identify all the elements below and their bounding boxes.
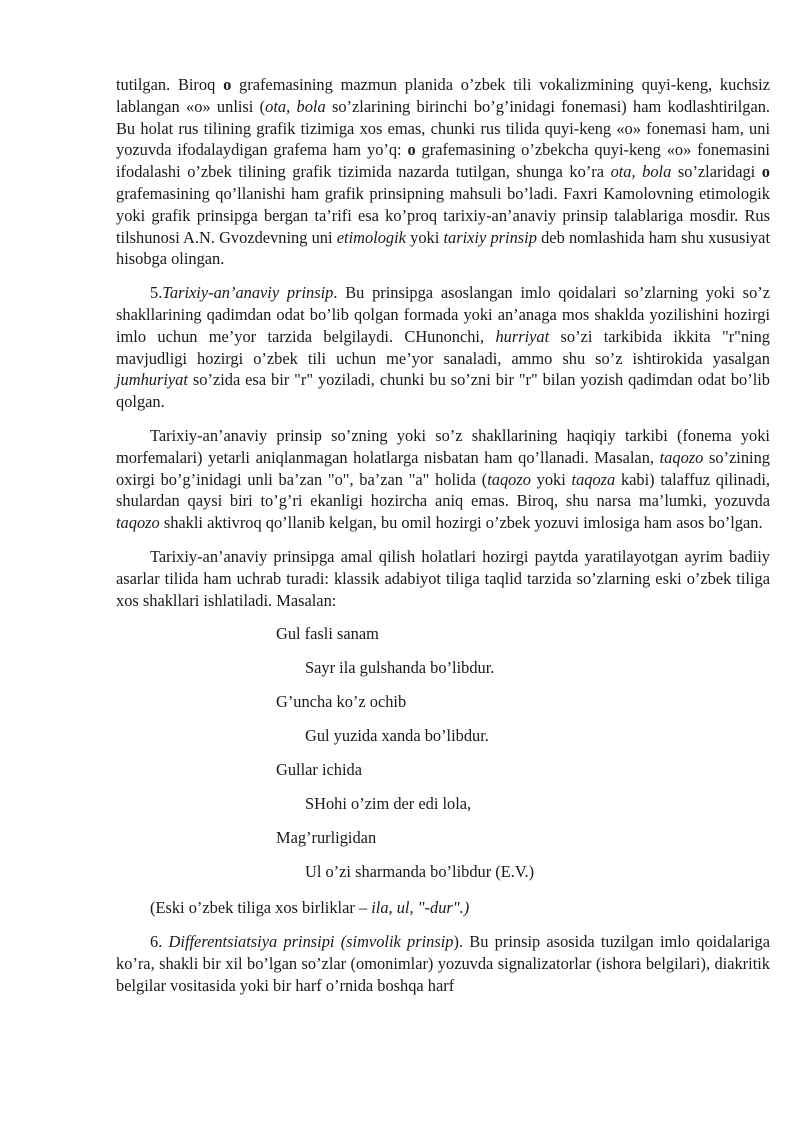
poem-line: G’uncha ko’z ochib: [276, 692, 407, 712]
paragraph-differentsiatsiya: 6. Differentsiatsiya prinsipi (simvolik prinsip). Bu prinsip asosida tuzilgan imlo qoidalariga ko’ra, shakli bir xil bo’lgan so’zlar (omonimlar) yozuvda signalizatorlar (ishora belgilari), diakritik belgilar vositasida yoki bir harf o’rnida boshqa harf: [116, 932, 771, 995]
paragraph-taqozo-example: Tarixiy-an’anaviy prinsip so’zning yoki so’z shakllarining haqiqiy tarkibi (fonema yoki morfemalari) yetarli aniqlanmagan holatlarga nisbatan ham qo’llanadi. Masalan, taqozo so’zining oxirgi bo’g’inidagi unli ba’zan "o", ba’zan "a" holida (taqozo yoki taqoza kabi) talaffuz qilinadi, shulardan qaysi biri to’g’ri ekanligi hozircha aniq emas. Biroq, shu narsa ma’lumki, yozuvda taqozo shakli aktivroq qo’llanib kelgan, bu omil hozirgi o’zbek yozuvi imlosiga ham asos bo’lgan.: [116, 425, 770, 533]
document-page: [116, 74, 770, 997]
note-eski-birliklar: (Eski o’zbek tiliga xos birliklar – ila, ul, "-dur".): [150, 898, 470, 918]
poem-line: Mag’rurligidan: [276, 828, 377, 848]
poem-line: Gul fasli sanam: [276, 624, 379, 644]
poem-line: Gullar ichida: [276, 760, 363, 780]
poem-line: Ul o’zi sharmanda bo’libdur (E.V.): [305, 862, 535, 882]
poem-line: Sayr ila gulshanda bo’libdur.: [305, 658, 495, 678]
poem-line: Gul yuzida xanda bo’libdur.: [305, 726, 489, 746]
paragraph-tarixiy-prinsip: 5.Tarixiy-an’anaviy prinsip. Bu prinsipga asoslangan imlo qoidalari so’zlarning yoki so’z shakllarining qadimdan odat bo’lib qolgan formada yoki an’anaga mos shaklda yozilishini hozirgi imlo uchun me’yor tarzida belgilaydi. CHunonchi, hurriyat so’zi tarkibida ikkita "r"ning mavjudligi hozirgi o’zbek tili uchun me’yor sanaladi, ammo shu so’z ishtirokida yasalgan jumhuriyat so’zida esa bir "r" yoziladi, chunki bu so’zni bir "r" bilan yozish qadimdan odat bo’lib qolgan.: [116, 283, 770, 412]
poem-line: SHohi o’zim der edi lola,: [305, 794, 472, 814]
paragraph-badiiy-asarlar: Tarixiy-an’anaviy prinsipga amal qilish holatlari hozirgi paytda yaratilayotgan ayrim badiiy asarlar tilida ham uchrab turadi: klassik adabiyot tiliga taqlid tarzida so’zlarning eski o’zbek tiliga xos shakllari ishlatiladi. Masalan:: [116, 546, 770, 610]
paragraph-grafik-prinsip: tutilgan. Biroq o grafemasining mazmun planida o’zbek tili vokalizmining quyi-keng, kuchsiz lablangan «o» unlisi (ota, bola so’zlarining birinchi bo’g’inidagi fonemasi) ham kodlashtirilgan. Bu holat rus tilining grafik tizimiga xos emas, chunki rus tilida quyi-keng «o» fonemasi ham, uni yozuvda ifodalaydigan grafema ham yo’q: o grafemasining o’zbekcha quyi-keng «o» fonemasini ifodalashi o’zbek tilining grafik tizimida nazarda tutilgan, shunga ko’ra ota, bola so’zlaridagi o grafemasining qo’llanishi ham grafik prinsipning mahsuli bo’ladi. Faxri Kamolovning etimologik yoki grafik prinsipga bergan ta’rifi esa ko’proq tarixiy-an’anaviy prinsip talablariga mosdir. Rus tilshunosi A.N. Gvozdevning uni etimologik yoki tarixiy prinsip deb nomlashida ham shu xususiyat hisobga olingan.: [116, 75, 771, 269]
poem-quote: [116, 623, 770, 883]
